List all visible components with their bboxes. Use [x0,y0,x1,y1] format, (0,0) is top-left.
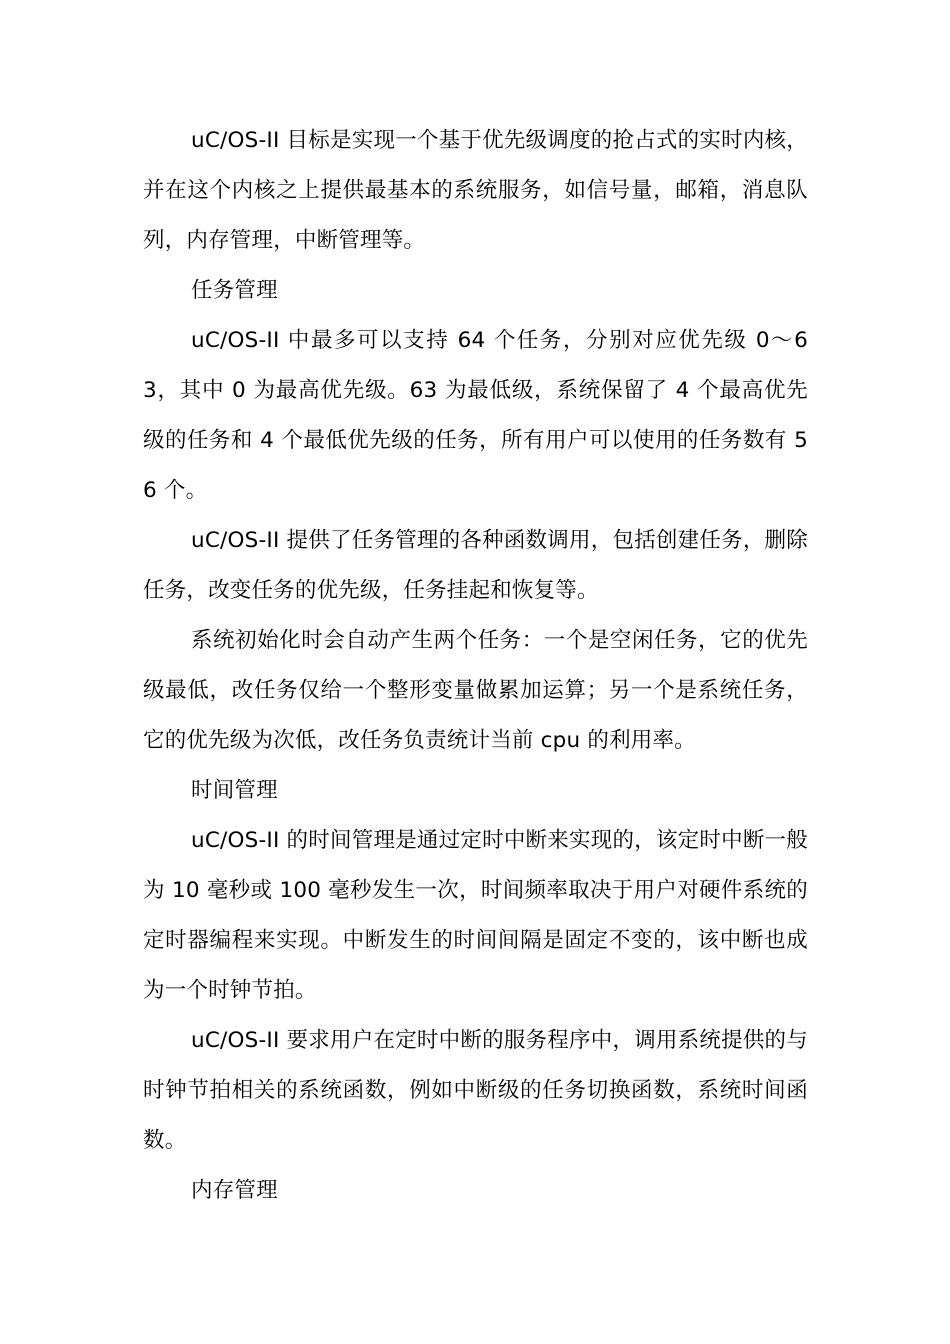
paragraph-clock-tick: uC/OS-II 要求用户在定时中断的服务程序中，调用系统提供的与时钟节拍相关的系统函数，例如中断级的任务切换函数，系统时间函数。 [143,1028,808,1153]
heading-memory-management: 内存管理 [191,1178,278,1203]
heading-task-management: 任务管理 [191,278,278,303]
paragraph-task-functions: uC/OS-II 提供了任务管理的各种函数调用，包括创建任务，删除任务，改变任务的优先级，任务挂起和恢复等。 [143,528,808,603]
paragraph-timer-interrupt: uC/OS-II 的时间管理是通过定时中断来实现的，该定时中断一般为 10 毫秒或 100 毫秒发生一次，时间频率取决于用户对硬件系统的定时器编程来实现。中断发生的时间间隔是固定不变的，该中断也成为一个时钟节拍。 [143,828,808,1003]
document-body [143,116,808,1216]
paragraph-task-count: uC/OS-II 中最多可以支持 64 个任务，分别对应优先级 0～63，其中 0 为最高优先级。63 为最低级，系统保留了 4 个最高优先级的任务和 4 个最低优先级的任务，所有用户可以使用的任务数有 56 个。 [143,328,808,503]
paragraph-goal: uC/OS-II 目标是实现一个基于优先级调度的抢占式的实时内核，并在这个内核之上提供最基本的系统服务，如信号量，邮箱，消息队列，内存管理，中断管理等。 [143,128,808,253]
heading-time-management: 时间管理 [191,778,278,803]
paragraph-system-tasks: 系统初始化时会自动产生两个任务：一个是空闲任务，它的优先级最低，改任务仅给一个整形变量做累加运算；另一个是系统任务，它的优先级为次低，改任务负责统计当前 cpu 的利用率。 [143,628,808,753]
